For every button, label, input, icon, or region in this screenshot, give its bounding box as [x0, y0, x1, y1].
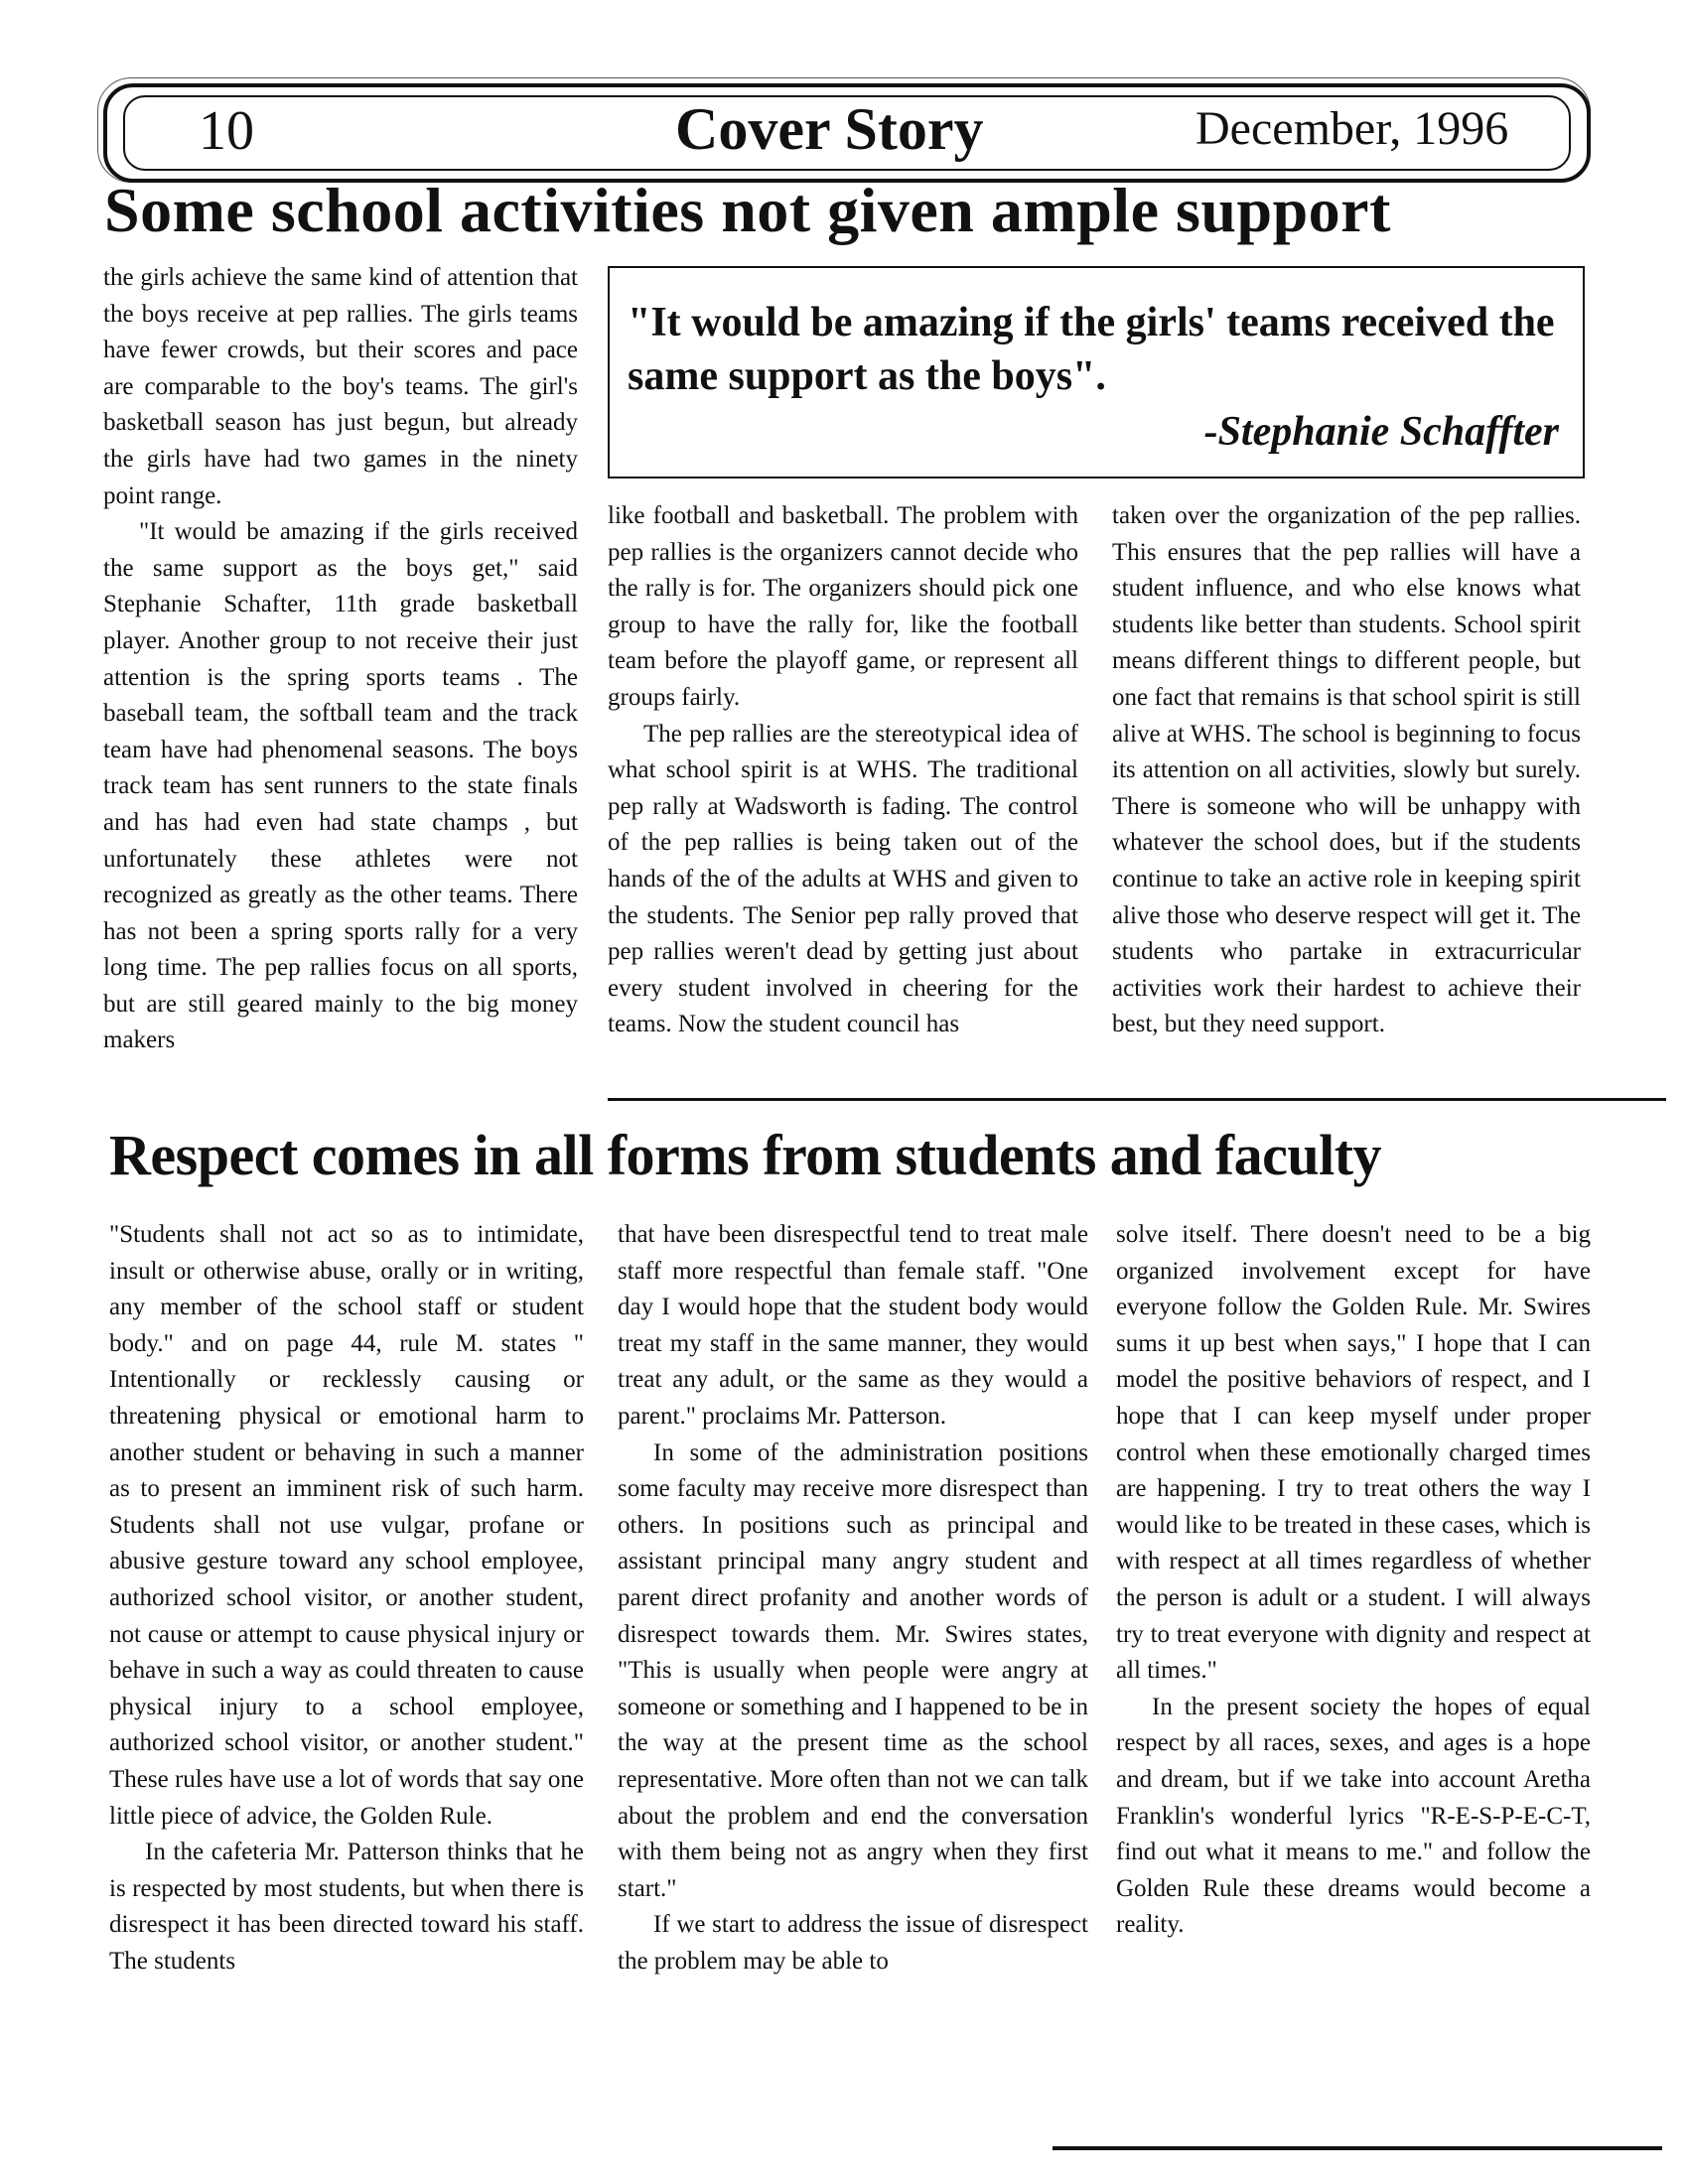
article2-col2-paragraph: In some of the administration positions some faculty may receive more disrespect than others. In positions such as principal and assistant principal many angry student and parent direct profanity and another words of disrespect towards them. Mr. Swires states, "This is usually when people were angry at someone or something and I happened to be in the way at the present time as the school representative. More often than not we can talk about the problem and end the conversation with them being not as angry when they first start." — [618, 1438, 1088, 1902]
article2-col1-paragraph: "Students shall not act so as to intimidate, insult or otherwise abuse, orally or in writing, any member of the school staff or student body." and on page 44, rule M. states " Intentionally or recklessly causing or threatening physical or emotional harm to another student or behaving in such a manner as to present an imminent risk of such harm. Students shall not use vulgar, profane or abusive gesture toward any school employee, authorized school visitor, or another student, not cause or attempt to cause physical injury or behave in such a way as could threaten to cause physical injury to a school employee, authorized school visitor, or another student." These rules have use a lot of words that say one little piece of advice, the Golden Rule. — [109, 1221, 584, 1830]
page-footer-rule — [1053, 2146, 1662, 2150]
article1-col2-paragraph: The pep rallies are the stereotypical idea of what school spirit is at WHS. The traditional pep rally at Wadsworth is fading. The control of the pep rallies is being taken out of the hands of the of the adults at WHS and given to the students. The Senior pep rally proved that pep rallies weren't dead by getting just about every student involved in cheering for the teams. Now the student council has — [608, 720, 1078, 1038]
article2-col3-paragraph: solve itself. There doesn't need to be a big organized involvement except for have everyone follow the Golden Rule. Mr. Swires sums it up best when says," I hope that I can model the positive behaviors of respect, and I hope that I can keep myself under proper control when these emotionally charged times are happening. I try to treat others the way I would like to be treated in these cases, which is with respect at all times regardless of whether the person is adult or a student. I will always try to treat everyone with dignity and respect at all times." — [1116, 1221, 1591, 1685]
article1-col1-paragraph: the girls achieve the same kind of attention that the boys receive at pep rallies. The girls teams have fewer crowds, but their scores and pace are comparable to the boy's teams. The girl's basketball season has just begun, but already the girls have had two games in the ninety point range. — [103, 264, 578, 509]
article1-column-2 — [608, 498, 1078, 1043]
article1-column-1 — [103, 260, 578, 1059]
article2-headline: Respect comes in all forms from students and faculty — [109, 1123, 1382, 1187]
article-divider-rule — [608, 1098, 1666, 1101]
article2-column-3 — [1116, 1217, 1591, 1944]
article1-headline: Some school activities not given ample support — [104, 175, 1391, 245]
article2-col2-paragraph: If we start to address the issue of disrespect the problem may be able to — [618, 1911, 1088, 1975]
pull-quote-attribution: -Stephanie Schaffter — [1203, 409, 1559, 455]
article1-col1-paragraph: "It would be amazing if the girls received the same support as the boys get," said Stephanie Schafter, 11th grade basketball player. Another group to not receive their just attention is the spring sports teams . The baseball team, the softball team and the track team have had phenomenal seasons. The boys track team has sent runners to the state finals and has had even had state champs , but unfortunately these athletes were not recognized as greatly as the other teams. There has not been a spring sports rally for a very long time. The pep rallies focus on all sports, but are still geared mainly to the big money makers — [103, 518, 578, 1054]
issue-date: December, 1996 — [1196, 102, 1509, 155]
article1-col2-paragraph: like football and basketball. The problem with pep rallies is the organizers cannot decide who the rally is for. The organizers should pick one group to have the rally for, like the football team before the playoff game, or represent all groups fairly. — [608, 502, 1078, 711]
article1-column-3 — [1112, 498, 1581, 1043]
article1-col3-paragraph: taken over the organization of the pep rallies. This ensures that the pep rallies will have a student influence, and who else knows what students like better than students. School spirit means different things to different people, but one fact that remains is that school spirit is still alive at WHS. The school is beginning to focus its attention on all activities, slowly but surely. There is someone who will be unhappy with whatever the school does, but if the students continue to take an active role in keeping spirit alive those who deserve respect will get it. The students who partake in extracurricular activities work their hardest to achieve their best, but they need support. — [1112, 502, 1581, 1038]
section-title: Cover Story — [675, 96, 984, 162]
article2-col1-paragraph: In the cafeteria Mr. Patterson thinks that he is respected by most students, but when there is disrespect it has been directed toward his staff. The students — [109, 1839, 584, 1975]
article2-col2-paragraph: that have been disrespectful tend to treat male staff more respectful than female staff. "One day I would hope that the student body would treat my staff in the same manner, they would treat any adult, or the same as they would a parent." proclaims Mr. Patterson. — [618, 1221, 1088, 1430]
page-number: 10 — [199, 100, 254, 162]
pull-quote-box — [608, 266, 1585, 478]
article2-column-1 — [109, 1217, 584, 1979]
pull-quote-text: "It would be amazing if the girls' teams received the same support as the boys". — [628, 300, 1555, 399]
article2-col3-paragraph: In the present society the hopes of equal respect by all races, sexes, and ages is a hope and dream, but if we take into account Aretha Franklin's wonderful lyrics "R-E-S-P-E-C-T, find out what it means to me." and follow the Golden Rule these dreams would become a reality. — [1116, 1693, 1591, 1939]
article2-column-2 — [618, 1217, 1088, 1979]
